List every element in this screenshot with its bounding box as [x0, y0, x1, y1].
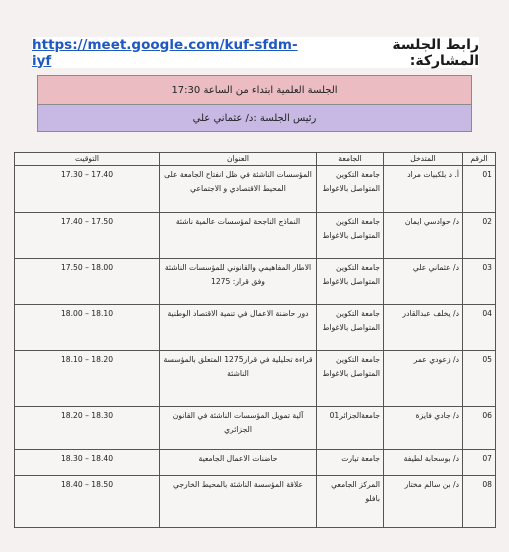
- row-title: قراءة تحليلية في قرار1275 المتعلق بالمؤسسة الناشئة: [160, 351, 317, 407]
- row-number: 02: [463, 213, 496, 259]
- row-time: 17.50 – 18.00: [15, 259, 160, 305]
- row-time: 18.30 – 18.40: [15, 450, 160, 476]
- row-time: 17.40 – 17.50: [15, 213, 160, 259]
- row-university: جامعة التكوين المتواصل بالاغواط: [317, 166, 384, 213]
- row-university: جامعة تيارت: [317, 450, 384, 476]
- row-number: 03: [463, 259, 496, 305]
- row-time: 17.30 – 17.40: [15, 166, 160, 213]
- header-speaker: المتدخل: [384, 153, 463, 166]
- row-speaker: د/ بوسحابة لطيفة: [384, 450, 463, 476]
- row-speaker: د/ بن سالم مختار: [384, 476, 463, 528]
- row-university: جامعة التكوين المتواصل بالاغواط: [317, 213, 384, 259]
- row-title: آلية تمويل المؤسسات الناشئة في القانون الجزائري: [160, 407, 317, 450]
- row-speaker: د/ عثماني علي: [384, 259, 463, 305]
- row-time: 18.00 – 18.10: [15, 305, 160, 351]
- table-row: [15, 166, 496, 213]
- table-row: [15, 450, 496, 476]
- row-time: 18.20 – 18.30: [15, 407, 160, 450]
- meeting-link-url[interactable]: https://meet.google.com/kuf-sfdm-iyf: [32, 36, 298, 69]
- table-row: [15, 351, 496, 407]
- row-university: جامعة التكوين المتواصل بالاغواط: [317, 351, 384, 407]
- row-title: النماذج الناجحة لمؤسسات عالمية ناشئة: [160, 213, 317, 259]
- header-time: التوقيت: [15, 153, 160, 166]
- row-university: جامعة التكوين المتواصل بالاغواط: [317, 259, 384, 305]
- table-row: [15, 213, 496, 259]
- table-row: [15, 259, 496, 305]
- row-number: 07: [463, 450, 496, 476]
- row-number: 06: [463, 407, 496, 450]
- session-chair-banner: [37, 104, 472, 132]
- row-speaker: د/ جادي فايزة: [384, 407, 463, 450]
- row-speaker: د/ يخلف عبدالقادر: [384, 305, 463, 351]
- session-start-text: الجلسة العلمية ابتداء من الساعة 17:30: [171, 84, 338, 96]
- row-time: 18.10 – 18.20: [15, 351, 160, 407]
- session-start-banner: [37, 75, 472, 105]
- session-chair-text: رئيس الجلسة :د/ عثماني علي: [192, 112, 317, 124]
- row-number: 05: [463, 351, 496, 407]
- row-number: 04: [463, 305, 496, 351]
- row-university: جامعة التكوين المتواصل بالاغواط: [317, 305, 384, 351]
- row-title: المؤسسات الناشئة في ظل انفتاح الجامعة على المحيط الاقتصادي و الاجتماعي: [160, 166, 317, 213]
- header-title: العنوان: [160, 153, 317, 166]
- row-time: 18.40 – 18.50: [15, 476, 160, 528]
- table-row: [15, 476, 496, 528]
- row-university: جامعةالجزائر01: [317, 407, 384, 450]
- header-number: الرقم: [463, 153, 496, 166]
- meeting-link-label: رابط الجلسة المشاركة:: [392, 36, 479, 69]
- schedule-table: [14, 152, 496, 528]
- meeting-link-box: [32, 37, 479, 68]
- row-title: الاطار المفاهيمي والقانوني للمؤسسات الناشئة وفق قرار: 1275: [160, 259, 317, 305]
- row-speaker: د/ حوادسي ايمان: [384, 213, 463, 259]
- header-university: الجامعة: [317, 153, 384, 166]
- table-row: [15, 407, 496, 450]
- table-header-row: [15, 153, 496, 166]
- row-title: حاضنات الاعمال الجامعية: [160, 450, 317, 476]
- row-number: 01: [463, 166, 496, 213]
- row-speaker: أ. د بلكبيات مراد: [384, 166, 463, 213]
- row-speaker: د/ زعودي عمر: [384, 351, 463, 407]
- row-number: 08: [463, 476, 496, 528]
- table-row: [15, 305, 496, 351]
- row-university: المركز الجامعي بافلو: [317, 476, 384, 528]
- row-title: علاقة المؤسسة الناشئة بالمحيط الخارجي: [160, 476, 317, 528]
- row-title: دور حاضنة الاعمال في تنمية الاقتصاد الوطنية: [160, 305, 317, 351]
